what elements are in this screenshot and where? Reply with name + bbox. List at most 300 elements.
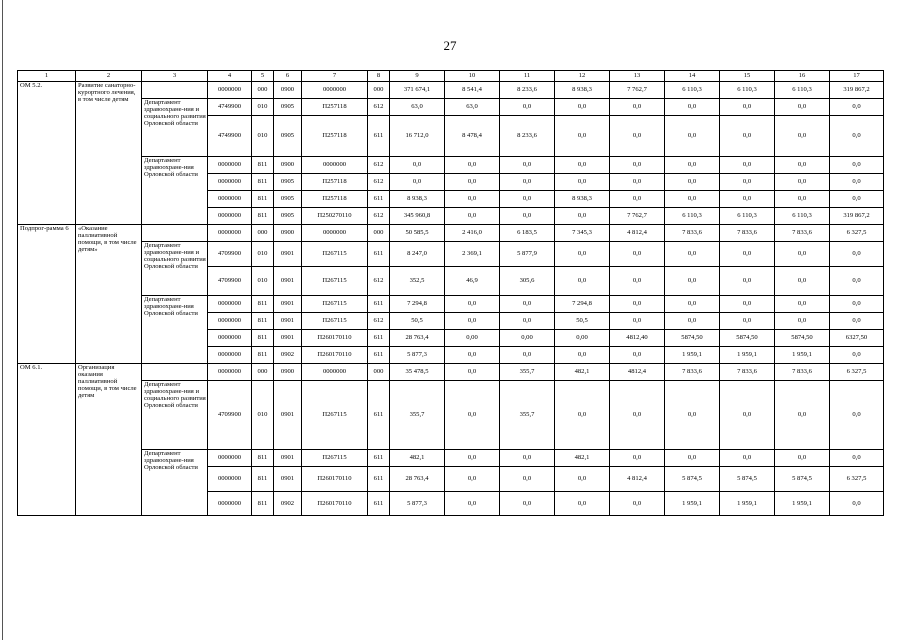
value-cell: 0900 — [274, 364, 302, 381]
department-name: Департамент здравоохране-ния и социального развития Орловской области — [142, 242, 208, 296]
value-cell: 0,0 — [665, 116, 720, 157]
value-cell: 811 — [252, 296, 274, 313]
value-cell: 0,0 — [500, 296, 555, 313]
value-cell: 0,0 — [500, 450, 555, 467]
measure-name: «Оказание паллиативной помощи, в том числе детям» — [76, 225, 142, 364]
value-cell: П260170110 — [302, 330, 368, 347]
value-cell: 1 959,1 — [775, 492, 830, 516]
value-cell: 611 — [368, 467, 390, 492]
value-cell: 5 874,5 — [775, 467, 830, 492]
value-cell: 0,00 — [555, 330, 610, 347]
value-cell: 355,7 — [500, 364, 555, 381]
value-cell: П257118 — [302, 99, 368, 116]
value-cell: 0,0 — [720, 99, 775, 116]
value-cell: 0,0 — [445, 347, 500, 364]
value-cell: 0,0 — [830, 381, 884, 450]
column-header: 17 — [830, 71, 884, 82]
value-cell: 0,0 — [445, 467, 500, 492]
value-cell: 0000000 — [208, 492, 252, 516]
value-cell: 010 — [252, 267, 274, 296]
value-cell: 0,0 — [830, 157, 884, 174]
value-cell: 50,5 — [555, 313, 610, 330]
value-cell: 0000000 — [208, 313, 252, 330]
value-cell: 0,00 — [500, 330, 555, 347]
value-cell: 0,0 — [500, 467, 555, 492]
value-cell: 0000000 — [208, 82, 252, 99]
value-cell: 0,0 — [830, 267, 884, 296]
value-cell: 4709900 — [208, 242, 252, 267]
value-cell: 0902 — [274, 492, 302, 516]
value-cell: П257118 — [302, 191, 368, 208]
value-cell: 8 541,4 — [445, 82, 500, 99]
value-cell: 6 327,5 — [830, 364, 884, 381]
value-cell: 0000000 — [208, 330, 252, 347]
value-cell: П267115 — [302, 242, 368, 267]
value-cell: 4749900 — [208, 99, 252, 116]
value-cell: 0,0 — [720, 381, 775, 450]
column-header: 2 — [76, 71, 142, 82]
value-cell: 8 938,3 — [555, 191, 610, 208]
value-cell: 28 763,4 — [390, 467, 445, 492]
value-cell: 0,0 — [610, 381, 665, 450]
value-cell: 2 416,0 — [445, 225, 500, 242]
value-cell: 1 959,1 — [775, 347, 830, 364]
value-cell: 0905 — [274, 116, 302, 157]
value-cell: 611 — [368, 242, 390, 267]
value-cell: 8 233,6 — [500, 82, 555, 99]
value-cell: 5 874,5 — [720, 467, 775, 492]
value-cell: 6 327,5 — [830, 225, 884, 242]
value-cell: 0905 — [274, 99, 302, 116]
value-cell: 0,0 — [830, 191, 884, 208]
value-cell: 0901 — [274, 296, 302, 313]
value-cell: 4 812,4 — [610, 467, 665, 492]
department-name: Департамент здравоохране-ния и социального развития Орловской области — [142, 99, 208, 157]
value-cell: 0,0 — [555, 492, 610, 516]
department-name: Департамент здравоохране-ния и социального развития Орловской области — [142, 381, 208, 450]
value-cell: 0,0 — [665, 450, 720, 467]
measure-code: ОМ 6.1. — [18, 364, 76, 516]
value-cell: П267115 — [302, 296, 368, 313]
value-cell: 0,0 — [830, 450, 884, 467]
value-cell: 611 — [368, 191, 390, 208]
table-row — [18, 225, 884, 242]
value-cell: 0000000 — [208, 467, 252, 492]
value-cell: 0,0 — [665, 313, 720, 330]
column-header: 8 — [368, 71, 390, 82]
value-cell: 2 369,1 — [445, 242, 500, 267]
value-cell: 6 110,3 — [720, 82, 775, 99]
value-cell: 811 — [252, 467, 274, 492]
value-cell: 8 938,3 — [555, 82, 610, 99]
value-cell: 28 763,4 — [390, 330, 445, 347]
table-row — [18, 364, 884, 381]
value-cell: 482,1 — [555, 450, 610, 467]
value-cell: 0,0 — [445, 313, 500, 330]
value-cell: 0,0 — [830, 296, 884, 313]
value-cell: 0,0 — [445, 450, 500, 467]
value-cell: 0,0 — [720, 267, 775, 296]
value-cell: 0901 — [274, 242, 302, 267]
value-cell: 0,0 — [830, 492, 884, 516]
department-cell-empty — [142, 82, 208, 99]
column-header: 10 — [445, 71, 500, 82]
value-cell: 4709900 — [208, 381, 252, 450]
value-cell: 0,0 — [500, 347, 555, 364]
value-cell: 0,0 — [445, 492, 500, 516]
value-cell: 0,0 — [775, 191, 830, 208]
value-cell: 0,0 — [610, 347, 665, 364]
value-cell: 0,0 — [555, 381, 610, 450]
value-cell: 611 — [368, 296, 390, 313]
column-header: 14 — [665, 71, 720, 82]
value-cell: 1 959,1 — [665, 492, 720, 516]
value-cell: П267115 — [302, 313, 368, 330]
value-cell: 352,5 — [390, 267, 445, 296]
value-cell: 8 478,4 — [445, 116, 500, 157]
value-cell: 0,0 — [555, 174, 610, 191]
value-cell: 482,1 — [555, 364, 610, 381]
value-cell: 0,0 — [445, 157, 500, 174]
value-cell: 5874,50 — [775, 330, 830, 347]
value-cell: 0,0 — [830, 313, 884, 330]
value-cell: 7 833,6 — [665, 225, 720, 242]
value-cell: П260170110 — [302, 467, 368, 492]
department-name: Департамент здравоохране-ния Орловской области — [142, 296, 208, 364]
column-header: 3 — [142, 71, 208, 82]
value-cell: 811 — [252, 191, 274, 208]
measure-name: Организация оказания паллиативной помощи, в том числе детям — [76, 364, 142, 516]
value-cell: 611 — [368, 381, 390, 450]
value-cell: 16 712,0 — [390, 116, 445, 157]
value-cell: 0,0 — [555, 208, 610, 225]
value-cell: 0,0 — [610, 450, 665, 467]
value-cell: 811 — [252, 450, 274, 467]
value-cell: 000 — [368, 225, 390, 242]
value-cell: 305,6 — [500, 267, 555, 296]
value-cell: 1 959,1 — [720, 492, 775, 516]
value-cell: 612 — [368, 174, 390, 191]
value-cell: П267115 — [302, 267, 368, 296]
value-cell: П257118 — [302, 116, 368, 157]
value-cell: 0,0 — [665, 381, 720, 450]
value-cell: 0000000 — [302, 82, 368, 99]
value-cell: 0,0 — [720, 296, 775, 313]
value-cell: 0,0 — [610, 174, 665, 191]
department-name: Департамент здравоохране-ния Орловской области — [142, 450, 208, 516]
value-cell: 811 — [252, 157, 274, 174]
value-cell: 0000000 — [208, 157, 252, 174]
value-cell: 0,0 — [830, 347, 884, 364]
value-cell: 0,0 — [665, 296, 720, 313]
budget-table — [17, 70, 884, 516]
value-cell: 0901 — [274, 381, 302, 450]
table-row — [18, 82, 884, 99]
value-cell: 0,0 — [555, 467, 610, 492]
value-cell: 0,0 — [720, 242, 775, 267]
value-cell: 0,0 — [665, 242, 720, 267]
page-edge-line — [2, 0, 3, 640]
value-cell: 611 — [368, 450, 390, 467]
value-cell: 5 877,9 — [500, 242, 555, 267]
measure-code: ОМ 5.2. — [18, 82, 76, 225]
value-cell: 345 960,8 — [390, 208, 445, 225]
value-cell: 7 833,6 — [775, 225, 830, 242]
value-cell: 611 — [368, 116, 390, 157]
value-cell: 612 — [368, 208, 390, 225]
value-cell: 1 959,1 — [720, 347, 775, 364]
value-cell: 0905 — [274, 208, 302, 225]
value-cell: 0000000 — [208, 450, 252, 467]
column-header: 5 — [252, 71, 274, 82]
value-cell: 319 867,2 — [830, 82, 884, 99]
value-cell: 355,7 — [390, 381, 445, 450]
value-cell: 0901 — [274, 450, 302, 467]
value-cell: 0,0 — [445, 296, 500, 313]
value-cell: П260170110 — [302, 347, 368, 364]
value-cell: 0900 — [274, 82, 302, 99]
value-cell: 811 — [252, 330, 274, 347]
column-header: 11 — [500, 71, 555, 82]
value-cell: 0,0 — [500, 313, 555, 330]
value-cell: 0000000 — [208, 208, 252, 225]
value-cell: 010 — [252, 116, 274, 157]
value-cell: 0,0 — [775, 450, 830, 467]
value-cell: 0,0 — [665, 157, 720, 174]
value-cell: 7 833,6 — [665, 364, 720, 381]
value-cell: 0,0 — [775, 267, 830, 296]
column-header: 4 — [208, 71, 252, 82]
value-cell: 1 959,1 — [665, 347, 720, 364]
value-cell: 0,0 — [665, 267, 720, 296]
value-cell: 0,0 — [390, 174, 445, 191]
value-cell: 0,0 — [610, 313, 665, 330]
value-cell: 0,0 — [555, 99, 610, 116]
table-row — [18, 381, 884, 450]
value-cell: П250270110 — [302, 208, 368, 225]
value-cell: 0,0 — [720, 313, 775, 330]
table-row — [18, 296, 884, 313]
value-cell: 0,0 — [775, 157, 830, 174]
value-cell: 4812,40 — [610, 330, 665, 347]
value-cell: 0,0 — [445, 381, 500, 450]
column-header: 1 — [18, 71, 76, 82]
value-cell: 0000000 — [208, 191, 252, 208]
value-cell: 0,0 — [830, 116, 884, 157]
value-cell: 0,0 — [390, 157, 445, 174]
value-cell: 000 — [368, 82, 390, 99]
value-cell: 0,0 — [500, 157, 555, 174]
value-cell: 7 762,7 — [610, 208, 665, 225]
value-cell: 0,0 — [610, 296, 665, 313]
value-cell: 5 877,3 — [390, 347, 445, 364]
value-cell: 0,0 — [830, 174, 884, 191]
value-cell: 7 762,7 — [610, 82, 665, 99]
value-cell: 611 — [368, 347, 390, 364]
value-cell: 5874,50 — [720, 330, 775, 347]
table-header-row — [18, 71, 884, 82]
value-cell: 010 — [252, 242, 274, 267]
value-cell: 0,0 — [775, 242, 830, 267]
value-cell: 0905 — [274, 174, 302, 191]
value-cell: 6 110,3 — [720, 208, 775, 225]
measure-name: Развитие санаторно-курортного лечения, в том числе детям — [76, 82, 142, 225]
value-cell: 7 833,6 — [720, 364, 775, 381]
value-cell: 4709900 — [208, 267, 252, 296]
value-cell: 0,0 — [555, 347, 610, 364]
value-cell: 7 833,6 — [775, 364, 830, 381]
value-cell: 0,0 — [665, 99, 720, 116]
value-cell: 0900 — [274, 225, 302, 242]
value-cell: 63,0 — [445, 99, 500, 116]
value-cell: 5 877,3 — [390, 492, 445, 516]
department-cell-empty — [142, 225, 208, 242]
value-cell: 0,0 — [445, 191, 500, 208]
value-cell: 0,0 — [775, 174, 830, 191]
value-cell: 7 294,8 — [390, 296, 445, 313]
value-cell: 50 585,5 — [390, 225, 445, 242]
value-cell: 000 — [252, 225, 274, 242]
table-row — [18, 157, 884, 174]
value-cell: 000 — [368, 364, 390, 381]
value-cell: 0901 — [274, 313, 302, 330]
value-cell: П260170110 — [302, 492, 368, 516]
value-cell: П267115 — [302, 450, 368, 467]
value-cell: 50,5 — [390, 313, 445, 330]
value-cell: 0,0 — [610, 99, 665, 116]
table-row — [18, 450, 884, 467]
value-cell: 0,0 — [500, 191, 555, 208]
value-cell: 0901 — [274, 467, 302, 492]
value-cell: 8 938,3 — [390, 191, 445, 208]
column-header: 12 — [555, 71, 610, 82]
value-cell: 612 — [368, 157, 390, 174]
department-name: Департамент здравоохране-ния Орловской области — [142, 157, 208, 225]
value-cell: 482,1 — [390, 450, 445, 467]
value-cell: 0,00 — [445, 330, 500, 347]
value-cell: П257118 — [302, 174, 368, 191]
value-cell: 6327,50 — [830, 330, 884, 347]
value-cell: 0,0 — [500, 174, 555, 191]
value-cell: 355,7 — [500, 381, 555, 450]
value-cell: 0,0 — [830, 242, 884, 267]
value-cell: 7 294,8 — [555, 296, 610, 313]
value-cell: 0,0 — [610, 157, 665, 174]
value-cell: 6 110,3 — [775, 208, 830, 225]
value-cell: 811 — [252, 313, 274, 330]
value-cell: 63,0 — [390, 99, 445, 116]
value-cell: 4 812,4 — [610, 225, 665, 242]
value-cell: 611 — [368, 492, 390, 516]
column-header: 9 — [390, 71, 445, 82]
value-cell: 5 874,5 — [665, 467, 720, 492]
value-cell: 0901 — [274, 330, 302, 347]
value-cell: 010 — [252, 99, 274, 116]
value-cell: 612 — [368, 267, 390, 296]
value-cell: П267115 — [302, 381, 368, 450]
column-header: 7 — [302, 71, 368, 82]
value-cell: 611 — [368, 330, 390, 347]
value-cell: 0,0 — [775, 313, 830, 330]
column-header: 16 — [775, 71, 830, 82]
value-cell: 46,9 — [445, 267, 500, 296]
value-cell: 5874,50 — [665, 330, 720, 347]
value-cell: 0,0 — [445, 364, 500, 381]
value-cell: 0,0 — [555, 116, 610, 157]
value-cell: 319 867,2 — [830, 208, 884, 225]
value-cell: 6 110,3 — [665, 208, 720, 225]
value-cell: 000 — [252, 364, 274, 381]
value-cell: 0,0 — [665, 174, 720, 191]
value-cell: 6 110,3 — [665, 82, 720, 99]
table-row — [18, 242, 884, 267]
value-cell: 4749900 — [208, 116, 252, 157]
value-cell: 7 833,6 — [720, 225, 775, 242]
value-cell: 0,0 — [610, 492, 665, 516]
value-cell: 8 247,0 — [390, 242, 445, 267]
value-cell: 0000000 — [302, 157, 368, 174]
value-cell: 6 327,5 — [830, 467, 884, 492]
value-cell: 0,0 — [500, 208, 555, 225]
value-cell: 371 674,1 — [390, 82, 445, 99]
value-cell: 0,0 — [445, 208, 500, 225]
value-cell: 0901 — [274, 267, 302, 296]
value-cell: 4812,4 — [610, 364, 665, 381]
value-cell: 811 — [252, 347, 274, 364]
page-number: 27 — [443, 38, 457, 53]
value-cell: 000 — [252, 82, 274, 99]
column-header: 6 — [274, 71, 302, 82]
column-header: 15 — [720, 71, 775, 82]
value-cell: 0000000 — [208, 225, 252, 242]
value-cell: 0000000 — [208, 296, 252, 313]
value-cell: 0000000 — [208, 347, 252, 364]
department-cell-empty — [142, 364, 208, 381]
value-cell: 6 183,5 — [500, 225, 555, 242]
value-cell: 0,0 — [500, 492, 555, 516]
value-cell: 0,0 — [720, 157, 775, 174]
value-cell: 0,0 — [555, 267, 610, 296]
value-cell: 0,0 — [720, 191, 775, 208]
value-cell: 35 478,5 — [390, 364, 445, 381]
value-cell: 0000000 — [208, 364, 252, 381]
value-cell: 0,0 — [720, 174, 775, 191]
value-cell: 0902 — [274, 347, 302, 364]
value-cell: 0,0 — [555, 157, 610, 174]
value-cell: 0,0 — [720, 116, 775, 157]
value-cell: 0,0 — [775, 381, 830, 450]
value-cell: 811 — [252, 174, 274, 191]
value-cell: 0000000 — [302, 364, 368, 381]
value-cell: 0,0 — [445, 174, 500, 191]
value-cell: 811 — [252, 492, 274, 516]
column-header: 13 — [610, 71, 665, 82]
value-cell: 0,0 — [555, 242, 610, 267]
value-cell: 0,0 — [665, 191, 720, 208]
value-cell: 7 345,3 — [555, 225, 610, 242]
value-cell: 0,0 — [775, 116, 830, 157]
value-cell: 0000000 — [302, 225, 368, 242]
value-cell: 0,0 — [610, 267, 665, 296]
value-cell: 8 233,6 — [500, 116, 555, 157]
value-cell: 0,0 — [500, 99, 555, 116]
value-cell: 0900 — [274, 157, 302, 174]
measure-code: Подпрог-рамма 6 — [18, 225, 76, 364]
value-cell: 811 — [252, 208, 274, 225]
value-cell: 0,0 — [775, 99, 830, 116]
value-cell: 010 — [252, 381, 274, 450]
value-cell: 6 110,3 — [775, 82, 830, 99]
